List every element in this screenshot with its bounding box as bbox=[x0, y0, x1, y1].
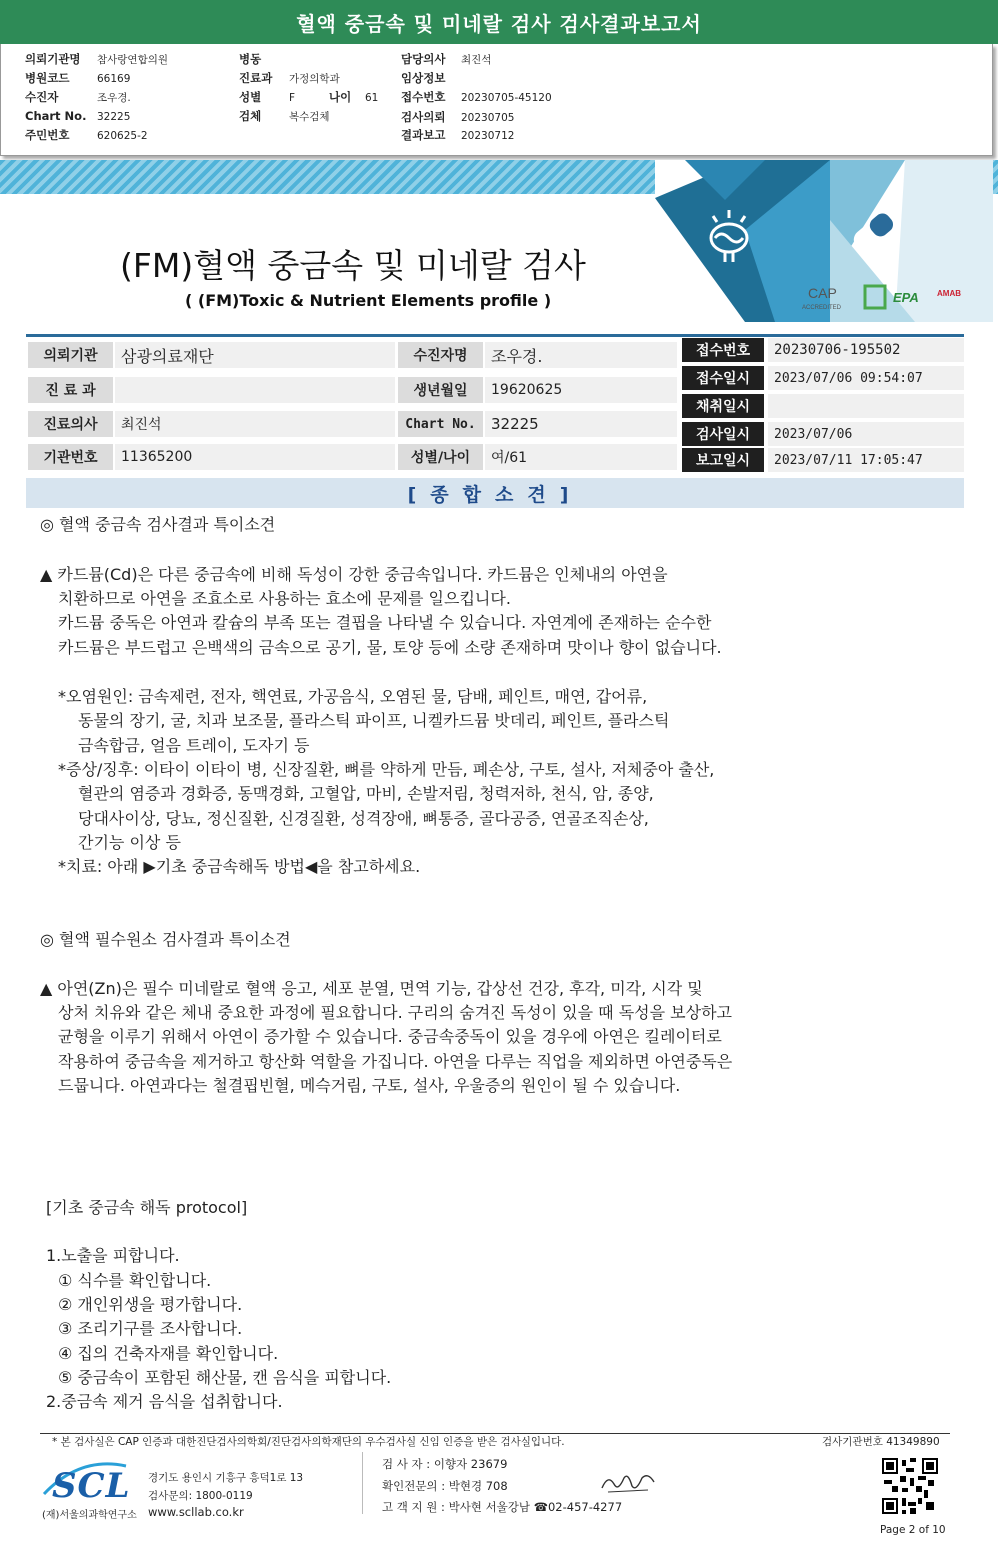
value-receipt-time: 2023/07/06 09:54:07 bbox=[768, 366, 964, 390]
epa-logo: EPA bbox=[893, 290, 919, 305]
label-department: 진 료 과 bbox=[28, 377, 113, 403]
value-receipt-number: 20230706-195502 bbox=[768, 338, 964, 362]
label-test-date: 검사일시 bbox=[682, 422, 764, 446]
protocol-substep: ① 식수를 확인합니다. bbox=[58, 1271, 212, 1290]
body-line: 혈관의 염증과 경화증, 동맥경화, 고혈압, 마비, 손발저림, 청력저하, 천식, 암, 종양, bbox=[78, 784, 654, 803]
body-line: 당대사이상, 당뇨, 정신질환, 신경질환, 성격장애, 뼈통증, 골다공증, 연골조직손상, bbox=[78, 809, 649, 828]
body-line: 카드뮴 중독은 아연과 칼슘의 부족 또는 결핍을 나타낼 수 있습니다. 자연계에 존재하는 순수한 bbox=[58, 613, 712, 632]
footer-tester: 검 사 자 : 이향자 23679 bbox=[382, 1457, 508, 1471]
body-line: ▲ 카드뮴(Cd)은 다른 중금속에 비해 독성이 강한 중금속입니다. 카드뮴은 인체내의 아연을 bbox=[40, 565, 668, 584]
body-line: 치환하므로 아연을 조효소로 사용하는 효소에 문제를 일으킵니다. bbox=[58, 589, 511, 608]
value-doctor: 최진석 bbox=[115, 411, 395, 437]
cap-logo: CAP bbox=[808, 285, 837, 301]
patient-field: 수진자 조우경. bbox=[25, 90, 131, 104]
info-top-rule bbox=[26, 334, 964, 337]
protocol-step: 2.중금속 제거 음식을 섭취합니다. bbox=[46, 1392, 283, 1411]
footer-agency-number: 검사기관번호 41349890 bbox=[822, 1436, 940, 1448]
value-department bbox=[115, 377, 395, 403]
label-receipt-number: 접수번호 bbox=[682, 338, 764, 362]
footer-support: 고 객 지 원 : 박사현 서울강남 ☎02-457-4277 bbox=[382, 1500, 623, 1514]
body-line: 금속합금, 얼음 트레이, 도자기 등 bbox=[78, 736, 310, 755]
body-line: 동물의 장기, 굴, 치과 보조물, 플라스틱 파이프, 니켈카드뮴 밧데리, 페인트, 플라스틱 bbox=[78, 711, 670, 730]
patient-field: 검체 복수검체 bbox=[239, 109, 330, 123]
label-collection-time: 채취일시 bbox=[682, 394, 764, 418]
value-report-time: 2023/07/11 17:05:47 bbox=[768, 448, 964, 472]
protocol-substep: ④ 집의 건축자재를 확인합니다. bbox=[58, 1344, 279, 1363]
value-institution-number: 11365200 bbox=[115, 444, 395, 470]
patient-field: 접수번호 20230705-45120 bbox=[401, 90, 552, 104]
value-test-date: 2023/07/06 bbox=[768, 422, 964, 446]
label-requesting-institution: 의뢰기관 bbox=[28, 342, 113, 368]
body-line: 상처 치유와 같은 체내 중요한 과정에 필요합니다. 구리의 숨겨진 독성이 있을 때 독성을 보상하고 bbox=[58, 1003, 732, 1022]
value-collection-time bbox=[768, 394, 964, 418]
label-receipt-time: 접수일시 bbox=[682, 366, 764, 390]
body-line: *증상/징후: 이타이 이타이 병, 신장질환, 뼈를 약하게 만듬, 폐손상, 구토, 설사, 저체중아 출산, bbox=[58, 760, 715, 779]
body-line: ▲ 아연(Zn)은 필수 미네랄로 혈액 응고, 세포 분열, 면역 기능, 갑상선 건강, 후각, 미각, 시각 및 bbox=[40, 979, 703, 998]
report-title: (FM)혈액 중금속 및 미네랄 검사 bbox=[120, 246, 586, 285]
section-heading-essential-elements: ◎ 혈액 필수원소 검사결과 특이소견 bbox=[40, 930, 291, 949]
label-report-time: 보고일시 bbox=[682, 448, 764, 472]
label-chart-no: Chart No. bbox=[398, 411, 483, 437]
footer-org-name: (재)서울의과학연구소 bbox=[42, 1510, 137, 1521]
protocol-substep: ⑤ 중금속이 포함된 해산물, 캔 음식을 피합니다. bbox=[58, 1368, 392, 1387]
patient-header-box bbox=[0, 44, 993, 156]
summary-heading: [종합소견] bbox=[26, 478, 964, 508]
patient-field: 진료과 가정의학과 bbox=[239, 71, 340, 85]
section-heading-heavy-metals: ◎ 혈액 중금속 검사결과 특이소견 bbox=[40, 515, 276, 534]
page-number: Page 2 of 10 bbox=[880, 1524, 946, 1536]
patient-field: 결과보고 20230712 bbox=[401, 128, 515, 142]
patient-field: 임상정보 bbox=[401, 71, 446, 85]
patient-field: 의뢰기관명 참사랑연합의원 bbox=[25, 52, 169, 66]
amab-logo: AMAB bbox=[937, 289, 961, 298]
cap-logo-sub: ACCREDITED bbox=[802, 305, 842, 311]
patient-field: 주민번호 620625-2 bbox=[25, 128, 148, 142]
patient-field: 성별 F bbox=[239, 90, 296, 104]
protocol-heading: [기초 중금속 해독 protocol] bbox=[46, 1198, 248, 1217]
protocol-substep: ② 개인위생을 평가합니다. bbox=[58, 1295, 243, 1314]
body-line: 드뭅니다. 아연과다는 철결핍빈혈, 메슥거림, 구토, 설사, 우울증의 원인이 될 수 있습니다. bbox=[58, 1076, 681, 1095]
patient-field: 병동 bbox=[239, 52, 262, 66]
body-line: *치료: 아래 ▶기초 중금속해독 방법◀을 참고하세요. bbox=[58, 857, 421, 876]
value-chart-no: 32225 bbox=[485, 411, 677, 437]
body-line: 균형을 이루기 위해서 아연이 증가할 수 있습니다. 중금속중독이 있을 경우에 아연은 킬레이터로 bbox=[58, 1027, 722, 1046]
patient-age: 나이 61 bbox=[329, 90, 379, 104]
value-requesting-institution: 삼광의료재단 bbox=[115, 342, 395, 368]
footer-website: www.scllab.co.kr bbox=[148, 1505, 244, 1519]
scl-logo: SCL bbox=[52, 1466, 131, 1506]
body-line: 작용하여 중금속을 제거하고 항산화 역할을 가집니다. 아연을 다루는 직업을 제외하면 아연중독은 bbox=[58, 1052, 733, 1071]
protocol-step: 1.노출을 피합니다. bbox=[46, 1246, 180, 1265]
label-patient-name: 수진자명 bbox=[398, 342, 483, 368]
label-birth-date: 생년월일 bbox=[398, 377, 483, 403]
label-sex-age: 성별/나이 bbox=[398, 444, 483, 470]
footer-notice: * 본 검사실은 CAP 인증과 대한진단검사의학회/진단검사의학재단의 우수검사실 신임 인증을 받은 검사실입니다. bbox=[52, 1436, 565, 1448]
qr-code-icon bbox=[882, 1458, 938, 1514]
footer-address: 경기도 용인시 기흥구 흥덕1로 13 bbox=[148, 1472, 304, 1484]
footer-confirmer: 확인전문의 : 박현경 708 bbox=[382, 1479, 508, 1493]
footer-divider bbox=[362, 1452, 363, 1514]
body-line: 간기능 이상 등 bbox=[78, 833, 181, 852]
body-line: 카드뮴은 부드럽고 은백색의 금속으로 공기, 물, 토양 등에 소량 존재하며 맛이나 향이 없습니다. bbox=[58, 638, 722, 657]
report-banner-title: 혈액 중금속 및 미네랄 검사 검사결과보고서 bbox=[0, 0, 998, 44]
header-decoration bbox=[655, 160, 993, 322]
patient-field: 담당의사 최진석 bbox=[401, 52, 492, 66]
body-line: *오염원인: 금속제련, 전자, 핵연료, 가공음식, 오염된 물, 담배, 페인트, 매연, 갑어류, bbox=[58, 687, 648, 706]
protocol-substep: ③ 조리기구를 조사합니다. bbox=[58, 1319, 243, 1338]
signature-image bbox=[598, 1468, 658, 1496]
label-institution-number: 기관번호 bbox=[28, 444, 113, 470]
patient-field: 검사의뢰 20230705 bbox=[401, 110, 515, 124]
label-doctor: 진료의사 bbox=[28, 411, 113, 437]
value-birth-date: 19620625 bbox=[485, 377, 677, 403]
value-sex-age: 여/61 bbox=[485, 444, 677, 470]
patient-field: 병원코드 66169 bbox=[25, 71, 131, 85]
patient-field: Chart No. 32225 bbox=[25, 109, 131, 123]
footer-phone: 검사문의: 1800-0119 bbox=[148, 1490, 253, 1502]
value-patient-name: 조우경. bbox=[485, 342, 677, 368]
report-subtitle: ( (FM)Toxic & Nutrient Elements profile ) bbox=[185, 291, 552, 310]
